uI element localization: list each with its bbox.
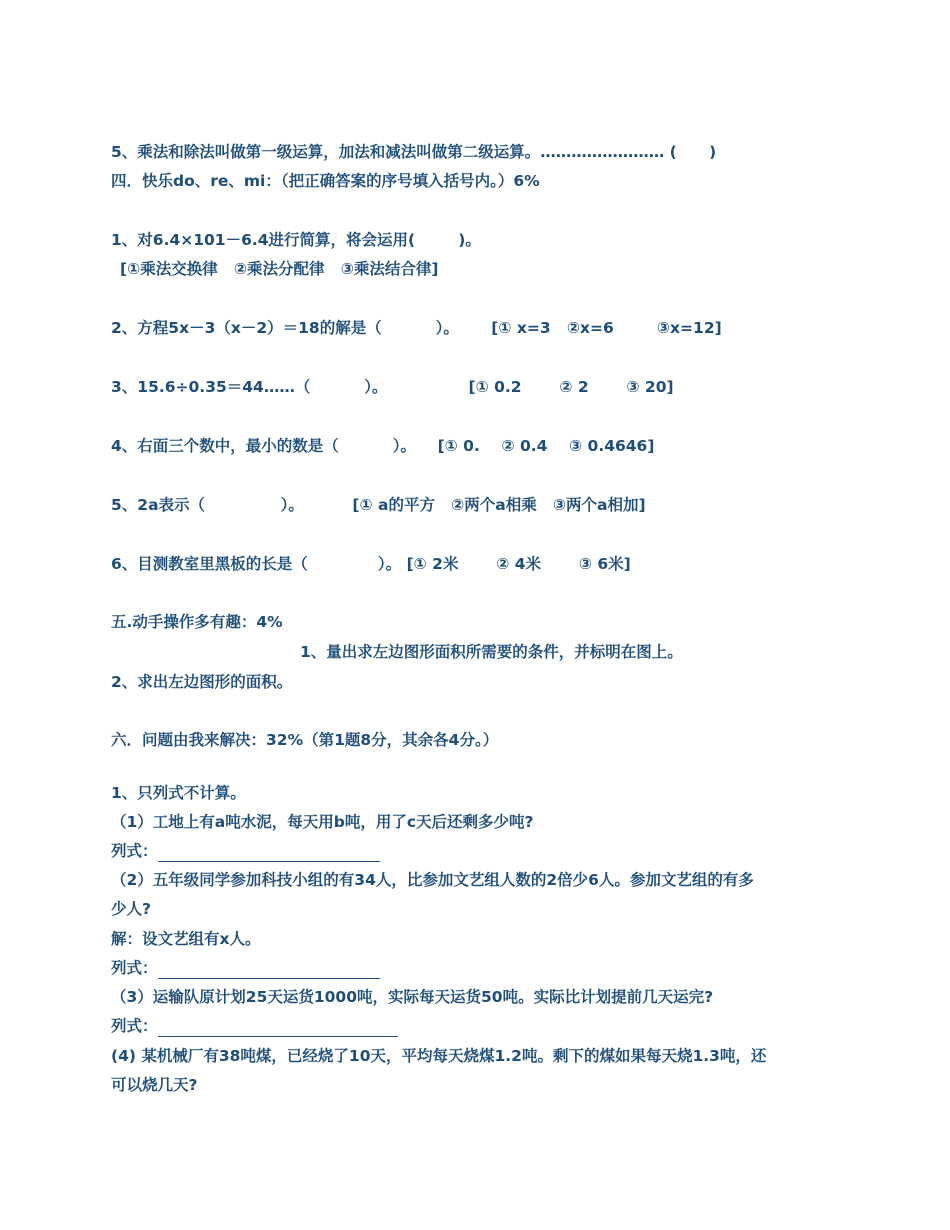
problem-1-part-2-cont: 少人? [111,900,151,918]
choice-question-6: 6、目测教室里黑板的长是（ ）。 [① 2米 ② 4米 ③ 6米] [111,555,631,573]
answer-row-2 [111,957,380,979]
problem-1-part-1: （1）工地上有a吨水泥，每天用b吨，用了c天后还剩多少吨? [111,813,534,831]
choice-question-1: 1、对6.4×101－6.4进行简算，将会运用( )。 [111,231,481,249]
operation-task-1: 1、量出求左边图形面积所需要的条件，并标明在图上。 [300,643,683,661]
answer-label: 列式： [111,959,158,977]
answer-label: 列式： [111,842,158,860]
problem-1-part-2: （2）五年级同学参加科技小组的有34人，比参加文艺组人数的2倍少6人。参加文艺组的有多 [111,871,754,889]
answer-blank-1[interactable] [158,845,380,862]
answer-blank-3[interactable] [158,1020,398,1037]
problem-1-part-3: （3）运输队原计划25天运货1000吨，实际每天运货50吨。实际比计划提前几天运完? [111,988,714,1006]
problem-1-part-2-setup: 解：设文艺组有x人。 [111,930,261,948]
answer-row-1 [111,840,380,862]
section-four-title: 四．快乐do、re、mi：（把正确答案的序号填入括号内。）6% [111,172,540,190]
problem-1-part-4-cont: 可以烧几天? [111,1076,198,1094]
choice-question-3: 3、15.6÷0.35＝44……（ ）。 [① 0.2 ② 2 ③ 20] [111,378,674,396]
choice-question-5: 5、2a表示（ ）。 [① a的平方 ②两个a相乘 ③两个a相加] [111,496,646,514]
choice-question-2: 2、方程5x－3（x－2）＝18的解是（ ）。 [① x=3 ②x=6 ③x=12] [111,319,722,337]
section-five-title: 五.动手操作多有趣：4% [111,613,283,631]
answer-blank-2[interactable] [158,962,380,979]
operation-task-2: 2、求出左边图形的面积。 [111,673,293,691]
choice-question-4: 4、右面三个数中，最小的数是（ ）。 [① 0. ② 0.4 ③ 0.4646] [111,437,655,455]
problem-1-part-4: (4) 某机械厂有38吨煤，已经烧了10天，平均每天烧煤1.2吨。剩下的煤如果每天烧1.3吨，还 [111,1047,767,1065]
problem-1-instruction: 1、只列式不计算。 [111,784,246,802]
choice-question-1-options: [①乘法交换律 ②乘法分配律 ③乘法结合律] [120,260,439,278]
judgement-item-5: 5、乘法和除法叫做第一级运算，加法和减法叫做第二级运算。…………………… ( ) [111,143,717,161]
section-six-title: 六．问题由我来解决：32%（第1题8分，其余各4分。） [111,731,499,749]
answer-label: 列式： [111,1017,158,1035]
answer-row-3 [111,1015,398,1037]
